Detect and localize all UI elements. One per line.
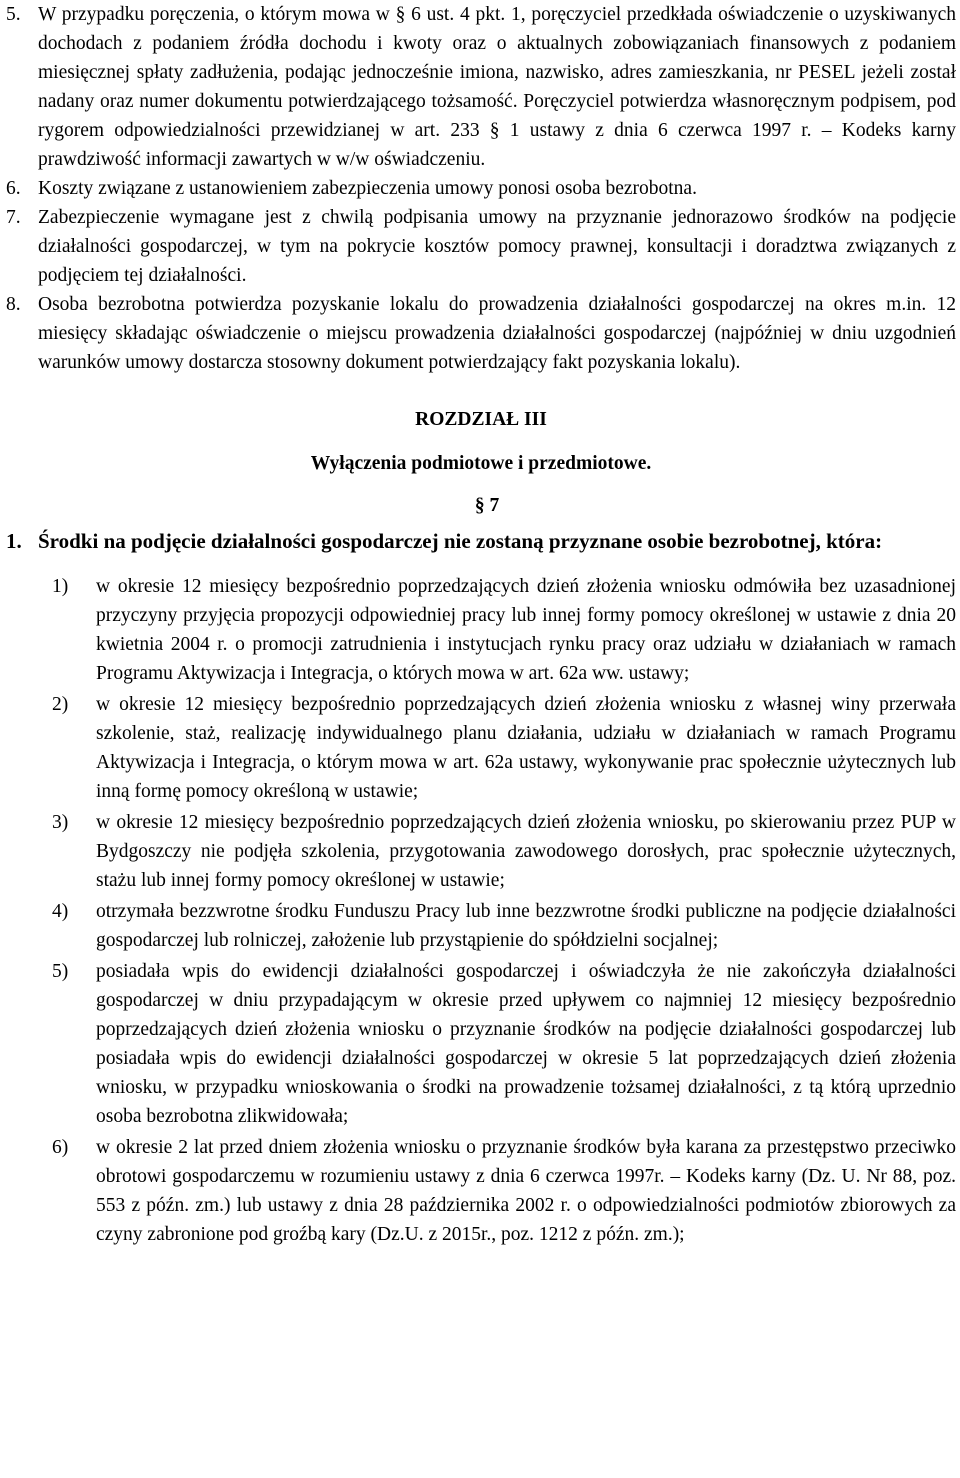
paragraph-7 bbox=[6, 203, 956, 290]
list-item-text: w okresie 12 miesięcy bezpośrednio poprzedzających dzień złożenia wniosku odmówiła bez uzasadnionej przyczyny przyjęcia propozycji odpowiedniej pracy lub innej formy pomocy określonej w ustawie z dnia 20 kwietnia 2004 r. o promocji zatrudnienia i instytucjach rynku pracy oraz udziału w działaniach w ramach Programu Aktywizacja i Integracja, o których mowa w art. 62a ww. ustawy; bbox=[96, 576, 956, 684]
list-item-text: w okresie 12 miesięcy bezpośrednio poprzedzających dzień złożenia wniosku z własnej winy przerwała szkolenie, staż, realizację indywidualnego planu działania, udziału w działaniach w ramach Programu Aktywizacja i Integracja, o którym mowa w art. 62a ustawy, wykonywanie prac społecznie użytecznych lub inną formę pomocy określoną w ustawie; bbox=[96, 694, 956, 802]
section-lead bbox=[6, 526, 956, 556]
paragraph-text: Koszty związane z ustanowieniem zabezpieczenia umowy ponosi osoba bezrobotna. bbox=[38, 178, 697, 199]
lead-number: 1. bbox=[6, 529, 22, 553]
list-item bbox=[52, 1133, 956, 1249]
paragraph-6 bbox=[6, 174, 956, 203]
list-item-text: w okresie 12 miesięcy bezpośrednio poprzedzających dzień złożenia wniosku, po skierowaniu przez PUP w Bydgoszczy nie podjęła szkolenia, przygotowania zawodowego dorosłych, prac społecznie użytecznych, stażu lub innej formy pomocy określonej w ustawie; bbox=[96, 812, 956, 891]
list-item bbox=[52, 808, 956, 895]
list-item bbox=[52, 897, 956, 955]
paragraph-number: 6. bbox=[6, 178, 21, 199]
list-item-number: 1) bbox=[52, 576, 69, 597]
document-page bbox=[6, 0, 956, 1251]
exclusion-list bbox=[52, 572, 956, 1249]
list-item-text: w okresie 2 lat przed dniem złożenia wniosku o przyznanie środków była karana za przestępstwo przeciwko obrotowi gospodarczemu w rozumieniu ustawy z dnia 6 czerwca 1997r. – Kodeks karny (Dz. U. Nr 88, poz. 553 z późn. zm.) lub ustawy z dnia 28 października 2002 r. o odpowiedzialności podmiotów zbiorowych za czyny zabronione pod groźbą kary (Dz.U. z 2015r., poz. 1212 z późn. zm.); bbox=[96, 1137, 956, 1245]
paragraph-number: 8. bbox=[6, 294, 21, 315]
list-item-number: 4) bbox=[52, 901, 69, 922]
list-item-number: 5) bbox=[52, 961, 69, 982]
list-item bbox=[52, 572, 956, 688]
lead-text: Środki na podjęcie działalności gospodarczej nie zostaną przyznane osobie bezrobotnej, która: bbox=[38, 529, 883, 553]
paragraph-text: Zabezpieczenie wymagane jest z chwilą podpisania umowy na przyznanie jednorazowo środków na podjęcie działalności gospodarczej, w tym na pokrycie kosztów pomocy prawnej, konsultacji i doradztwa związanych z podjęciem tej działalności. bbox=[38, 207, 956, 286]
list-item bbox=[52, 690, 956, 806]
section-sign: § 7 bbox=[474, 495, 500, 516]
paragraph-8 bbox=[6, 290, 956, 377]
paragraph-text: Osoba bezrobotna potwierdza pozyskanie lokalu do prowadzenia działalności gospodarczej na okres m.in. 12 miesięcy składając oświadczenie o miejscu prowadzenia działalności gospodarczej (najpóźniej w dniu uzgodnień warunków umowy dostarcza stosowny dokument potwierdzający fakt pozyskania lokalu). bbox=[38, 294, 956, 373]
paragraph-text: W przypadku poręczenia, o którym mowa w § 6 ust. 4 pkt. 1, poręczyciel przedkłada oświadczenie o uzyskiwanych dochodach z podaniem źródła dochodu i kwoty oraz o aktualnych zobowiązaniach finansowych z podaniem miesięcznej spłaty zadłużenia, podając jednocześnie imiona, nazwisko, adres zamieszkania, nr PESEL jeżeli został nadany oraz numer dokumentu potwierdzającego tożsamość. Poręczyciel potwierdza własnoręcznym podpisem, pod rygorem odpowiedzialności przewidzianej w art. 233 § 1 ustawy z dnia 6 czerwca 1997 r. – Kodeks karny prawdziwość informacji zawartych w w/w oświadczeniu. bbox=[38, 4, 956, 170]
list-item bbox=[52, 957, 956, 1131]
list-item-text: posiadała wpis do ewidencji działalności gospodarczej i oświadczyła że nie zakończyła działalności gospodarczej w dniu przypadającym w okresie przed upływem co najmniej 12 miesięcy bezpośrednio poprzedzających dzień złożenia wniosku o przyznanie środków na podjęcie działalności gospodarczej lub posiadała wpis do ewidencji działalności gospodarczej w okresie 5 lat poprzedzających dzień złożenia wniosku, w przypadku wnioskowania o środki na prowadzenie tożsamej działalności, z tą którą uprzednio osoba bezrobotna zlikwidowała; bbox=[96, 961, 956, 1127]
paragraph-5 bbox=[6, 0, 956, 174]
paragraph-number: 7. bbox=[6, 207, 21, 228]
list-item-number: 3) bbox=[52, 812, 69, 833]
list-item-text: otrzymała bezzwrotne środku Funduszu Pracy lub inne bezzwrotne środki publiczne na podjęcie działalności gospodarczej lub rolniczej, założenie lub przystąpienie do spółdzielni socjalnej; bbox=[96, 901, 956, 951]
chapter-title: ROZDZIAŁ III bbox=[415, 409, 547, 430]
paragraph-number: 5. bbox=[6, 4, 21, 25]
chapter-heading: Wyłączenia podmiotowe i przedmiotowe. bbox=[310, 453, 652, 474]
list-item-number: 2) bbox=[52, 694, 69, 715]
list-item-number: 6) bbox=[52, 1137, 69, 1158]
